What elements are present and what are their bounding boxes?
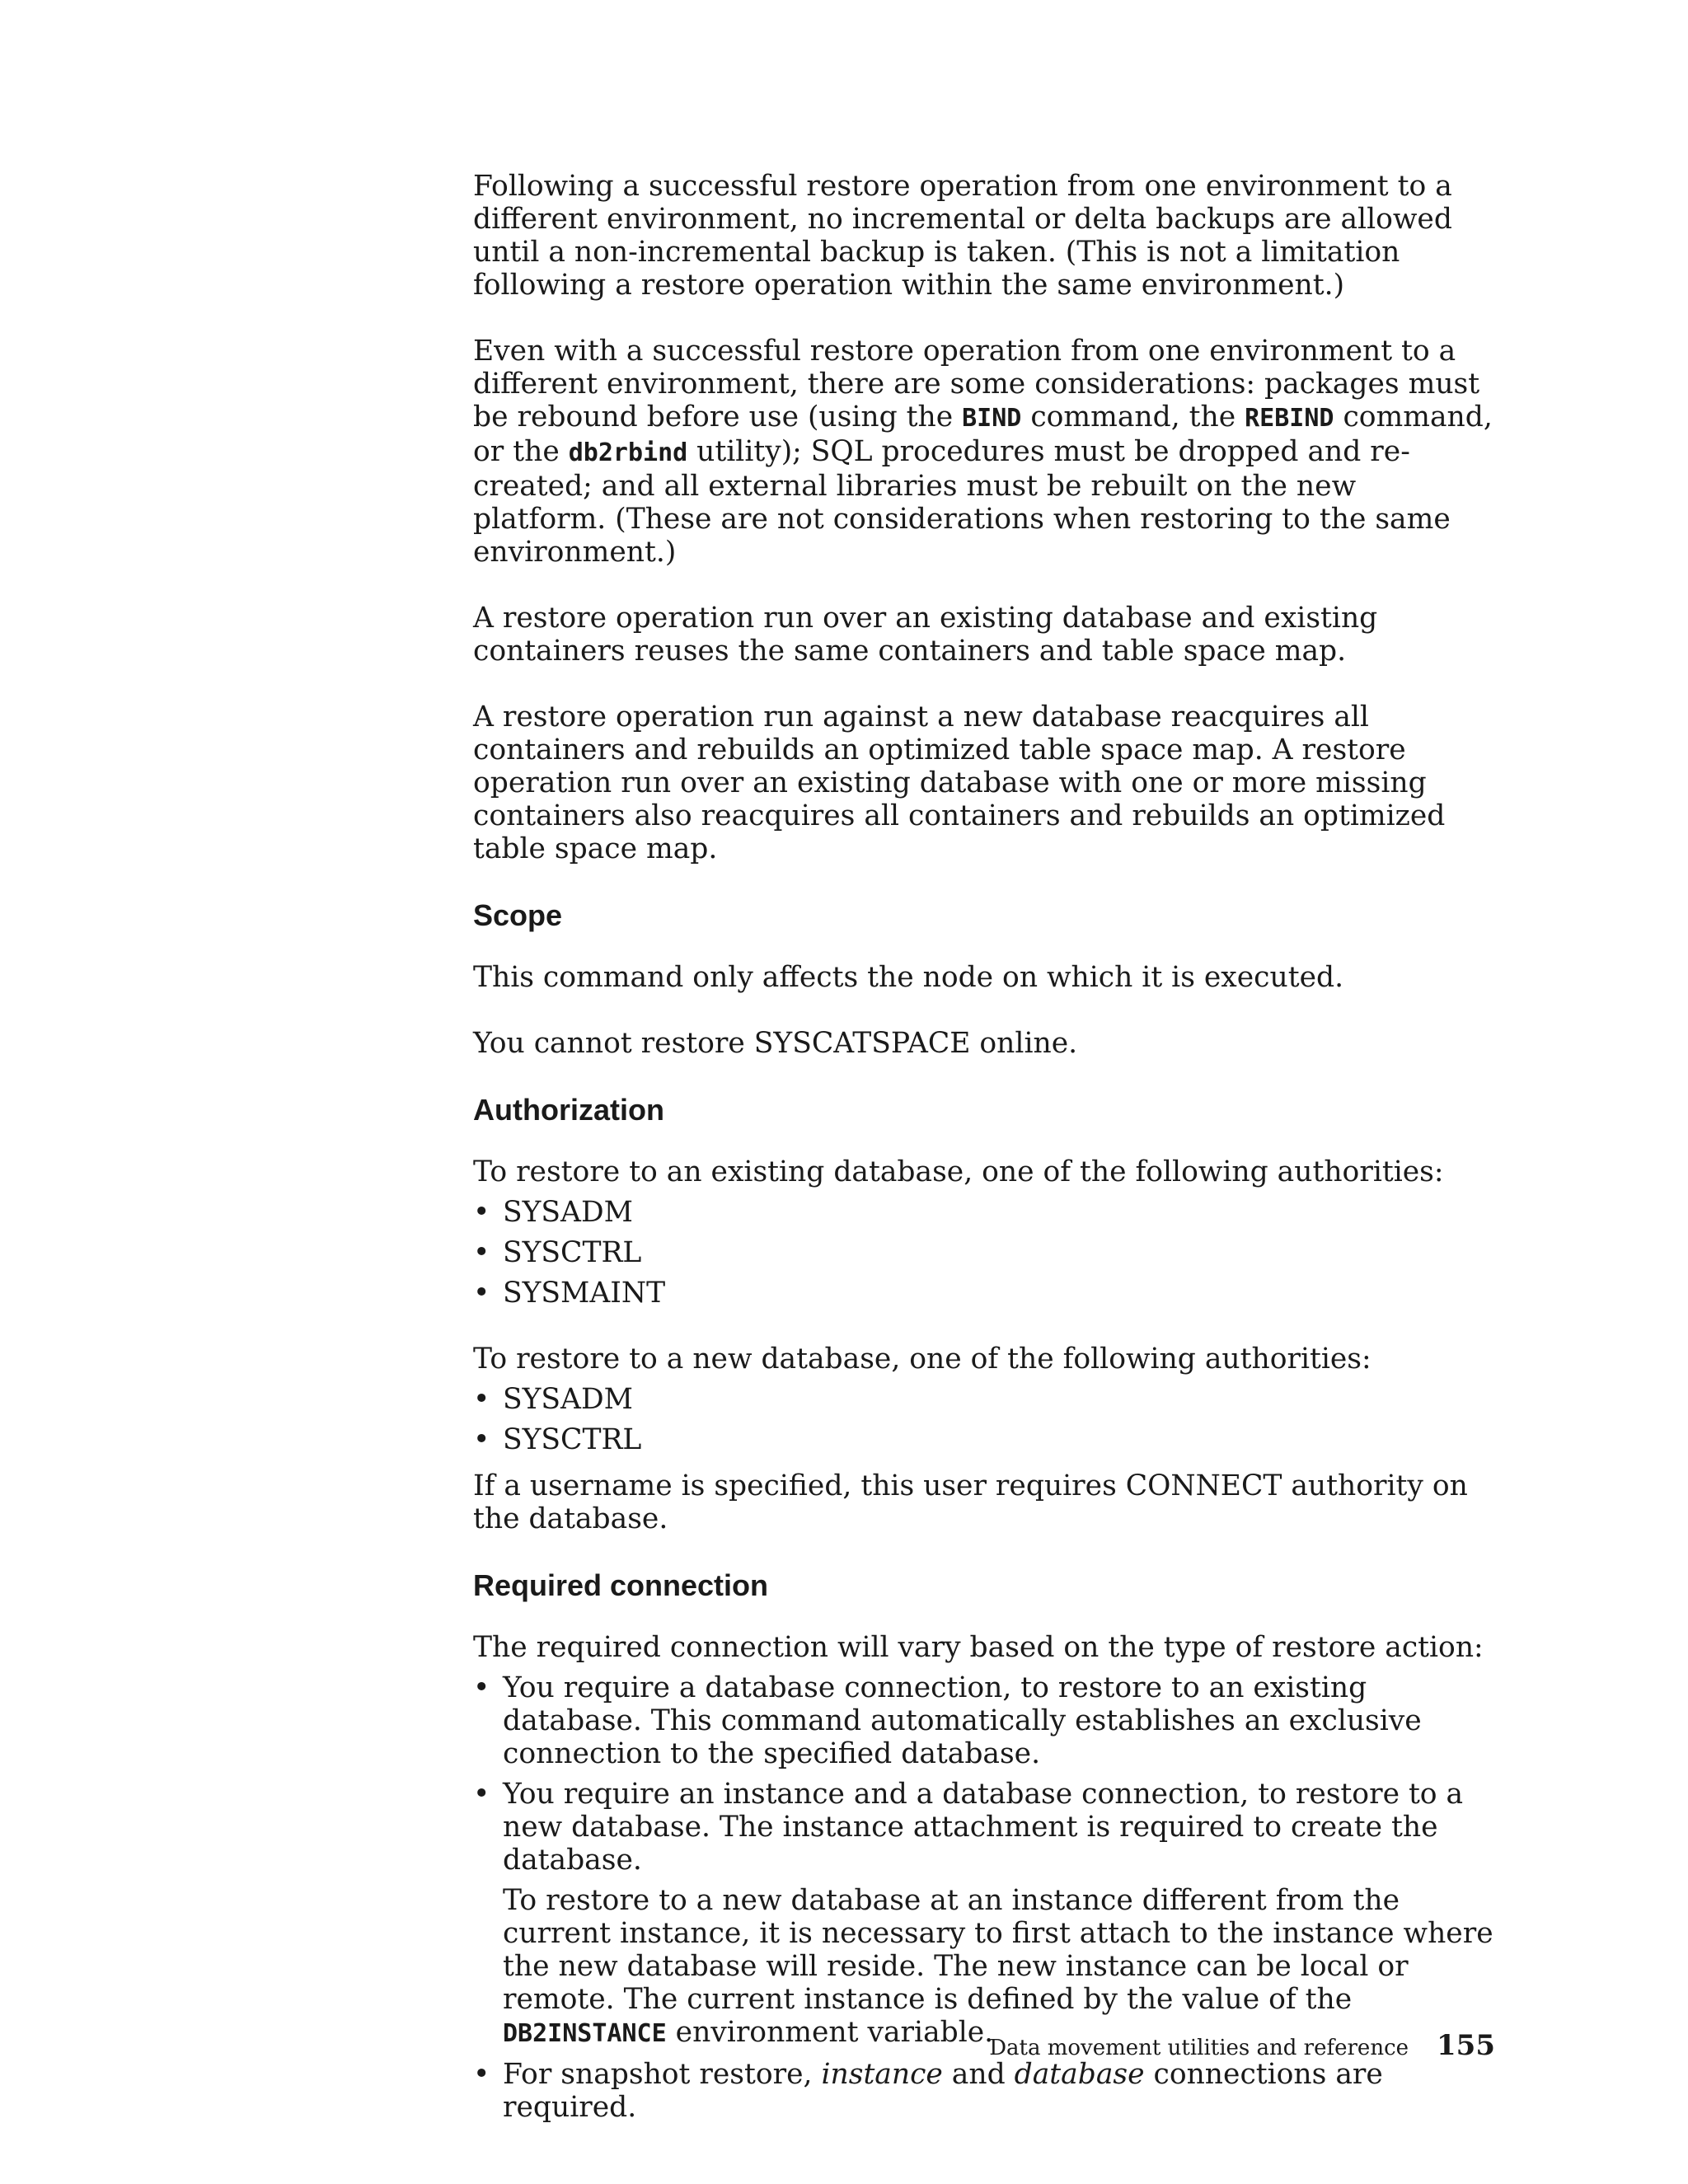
list-item	[473, 2058, 1495, 2124]
footer-section-title: Data movement utilities and reference	[989, 2036, 1409, 2060]
bind-command: BIND	[962, 404, 1022, 433]
instance-term: instance	[821, 2058, 943, 2091]
text-segment: Even with a successful restore operation from one environment to a different environment, there are some considerations: packages must be rebound before use (using the	[473, 335, 1480, 434]
text-segment: and	[942, 2058, 1015, 2091]
page-number: 155	[1437, 2029, 1495, 2062]
authorization-existing-intro: To restore to an existing database, one of the following authorities:	[473, 1155, 1444, 1188]
text-segment: To restore to a new database at an instance different from the current instance, it is necessary to first attach to the instance where the new database will reside. The new instance can be local or remote. The current instance is defined by the value of the	[503, 1884, 1493, 2016]
list-item: • SYSADM	[473, 1383, 1495, 1416]
list-item: • SYSADM	[473, 1196, 1495, 1229]
db2instance-variable: DB2INSTANCE	[503, 2019, 667, 2048]
paragraph-new-database: A restore operation run against a new database reacquires all containers and rebuilds an optimized table space map. A restore operation run over an existing database with one or more missing containers also reacquires all containers and rebuilds an optimized table space map.	[473, 701, 1446, 865]
authorization-new-intro: To restore to a new database, one of the following authorities:	[473, 1343, 1372, 1376]
authorization-heading: Authorization	[473, 1093, 664, 1127]
list-item-subparagraph	[503, 1884, 1495, 2050]
list-item: • SYSCTRL	[473, 1236, 1495, 1269]
scope-paragraph-syscatspace: You cannot restore SYSCATSPACE online.	[473, 1027, 1078, 1060]
scope-paragraph-node: This command only affects the node on which it is executed.	[473, 961, 1344, 994]
paragraph-incremental-backup: Following a successful restore operation from one environment to a different environment, no incremental or delta backups are allowed until a non-incremental backup is taken. (This is not a limitation following a restore operation within the same environment.)	[473, 170, 1452, 302]
text-segment: command, the	[1021, 401, 1245, 434]
list-item	[473, 1778, 1495, 2050]
list-item-text: • You require an instance and a database connection, to restore to a new database. The instance attachment is required to create the database.	[503, 1778, 1464, 1877]
page-footer	[0, 2029, 1495, 2064]
scope-heading: Scope	[473, 898, 563, 932]
required-connection-intro: The required connection will vary based on the type of restore action:	[473, 1631, 1484, 1664]
text-segment: utility); SQL procedures must be dropped and re-created; and all external libraries must be rebuilt on the new platform. (These are not considerations when restoring to the same environment.)	[473, 435, 1451, 569]
authorization-new-list	[473, 1383, 1495, 1456]
text-segment: connections are required.	[503, 2058, 1383, 2124]
list-item: • SYSCTRL	[473, 1423, 1495, 1456]
list-item: • You require a database connection, to restore to an existing database. This command automatically establishes an exclusive connection to the specified database.	[473, 1671, 1495, 1770]
database-term: database	[1014, 2058, 1145, 2091]
page-content	[473, 170, 1495, 2157]
required-connection-heading: Required connection	[473, 1568, 769, 1602]
text-segment: command, or the	[473, 401, 1493, 468]
db2rbind-utility: db2rbind	[568, 438, 688, 467]
list-item: • SYSMAINT	[473, 1277, 1495, 1310]
authorization-existing-list	[473, 1196, 1495, 1310]
text-segment: environment variable.	[666, 2016, 994, 2049]
authorization-username-note: If a username is specified, this user requires CONNECT authority on the database.	[473, 1469, 1468, 1535]
paragraph-existing-containers: A restore operation run over an existing database and existing containers reuses the same containers and table space map.	[473, 602, 1378, 668]
rebind-command: REBIND	[1245, 404, 1334, 433]
text-segment: For snapshot restore,	[503, 2058, 822, 2091]
paragraph-considerations	[473, 335, 1495, 569]
